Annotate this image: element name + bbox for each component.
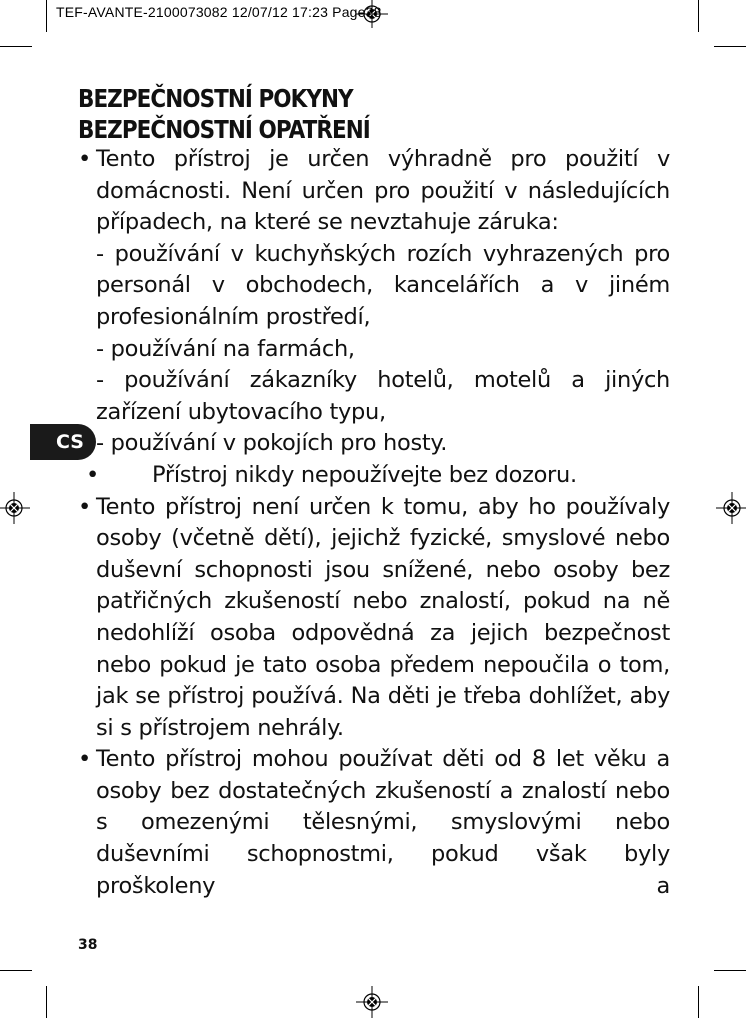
sub-item: - používání na farmách, — [96, 335, 355, 362]
crop-mark — [0, 46, 32, 47]
heading-safety-instructions: BEZPEČNOSTNÍ POKYNY — [78, 84, 353, 113]
registration-mark-icon — [716, 492, 746, 524]
print-slug-line: TEF-AVANTE-2100073082 12/07/12 17:23 Page38 — [56, 4, 382, 20]
crop-mark — [714, 970, 746, 971]
section-headings — [78, 83, 417, 145]
item-text: Tento přístroj není určen k tomu, aby ho používaly osoby (včetně dětí), jejichž fyzické, smyslové nebo duševní schopnosti jsou snížené, nebo osoby bez patřičných zkušeností nebo znalostí, pokud na ně nedohlíží osoba odpovědná za jejich bezpečnost nebo pokud je tato osoba předem nepoučila o tom, jak se přístroj používá. Na děti je třeba dohlížet, aby si s přístrojem nehrály. — [96, 493, 670, 741]
crop-mark — [46, 0, 47, 32]
crop-mark — [698, 986, 699, 1018]
crop-mark — [46, 986, 47, 1018]
bullet-icon: • — [86, 461, 99, 488]
registration-mark-icon — [356, 986, 388, 1018]
sub-item: - používání v kuchyňských rozích vyhrazených pro personál v obchodech, kancelářích a v jiném profesionálním prostředí, — [96, 240, 670, 330]
list-item — [78, 460, 670, 492]
crop-mark — [714, 46, 746, 47]
bullet-icon: • — [78, 146, 91, 172]
sub-item: - používání zákazníky hotelů, motelů a jiných zařízení ubytovacího typu, — [96, 367, 670, 425]
language-tab: CS — [30, 424, 96, 460]
item-text: Přístroj nikdy nepoužívejte bez dozoru. — [152, 461, 577, 488]
registration-mark-icon — [0, 492, 30, 524]
sub-item: - používání v pokojích pro hosty. — [96, 430, 448, 457]
list-item — [78, 144, 670, 460]
list-item — [78, 492, 670, 745]
item-text: Tento přístroj mohou používat děti od 8 let věku a osoby bez dostatečných zkušeností a znalostí nebo s omezenými tělesnými, smyslovými nebo duševními schopnostmi, pokud však byly proškoleny a — [96, 746, 670, 899]
crop-mark — [698, 0, 699, 32]
heading-safety-precautions: BEZPEČNOSTNÍ OPATŘENÍ — [78, 115, 370, 144]
crop-mark — [0, 970, 32, 971]
item-text: Tento přístroj je určen výhradně pro použití v domácnosti. Není určen pro použití v následujících případech, na které se nevztahuje záruka: — [96, 146, 670, 236]
page-number: 38 — [78, 937, 98, 953]
bullet-icon: • — [78, 746, 91, 773]
bullet-icon: • — [78, 493, 91, 520]
safety-text-body — [78, 144, 670, 902]
list-item — [78, 744, 670, 902]
